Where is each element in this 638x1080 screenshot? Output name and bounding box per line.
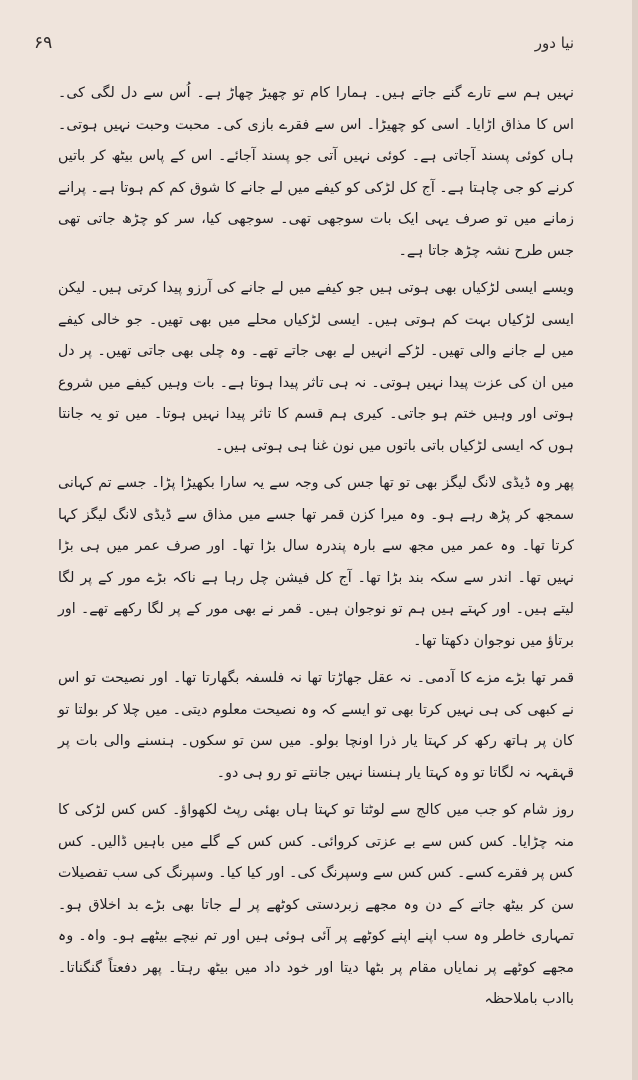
paragraph-5: روز شام کو جب میں کالج سے لوٹتا تو کہتا ہاں بھئی رپٹ لکھواؤ۔ کس کس لڑکی کا منہ چڑایا۔ کس کس سے بے عزتی کروائی۔ کس کس کے گلے میں باہیں ڈالیں۔ کس کس پر فقرے کسے۔ کس کس سے وسپرنگ کی۔ اور کیا کیا۔ وسپرنگ کی سب تفصیلات سن کر بیٹھ جاتے کے دن وہ مجھے زبردستی کوٹھے پر لے جاتا بھی بڑے بد اخلاق ہو۔ تمہاری خاطر وہ سب اپنے اپنے کوٹھے پر آئی ہوئی ہیں اور تم نیچے بیٹھے ہو۔ واہ۔ وہ مجھے کوٹھے پر نمایاں مقام پر بٹھا دیتا اور خود داد میں بیٹھ رہتا۔ پھر دفعتاً گنگناتا۔ باادب باملاحظہ bbox=[58, 802, 574, 1007]
paragraph-3: پھر وہ ڈیڈی لانگ لیگز بھی تو تھا جس کی وجہ سے یہ سارا بکھیڑا پڑا۔ جسے تم کہانی سمجھ کر پڑھ رہے ہو۔ وہ میرا کزن قمر تھا جسے میں مذاق سے ڈیڈی لانگ لیگز کہا کرتا تھا۔ وہ عمر میں مجھ سے بارہ پندرہ سال بڑا تھا۔ اور صرف عمر میں ہی بڑا نہیں تھا۔ اندر سے سکہ بند بڑا تھا۔ آج کل فیشن چل رہا ہے ناکہ بڑے مور کے پر لگا لیتے ہیں۔ اور کہتے ہیں ہم تو نوجوان ہیں۔ قمر نے بھی مور کے پر لگا رکھے تھے۔ اور برتاؤ میں نوجوان دکھتا تھا۔ bbox=[58, 475, 574, 649]
paragraph-1: نہیں ہم سے تارے گنے جاتے ہیں۔ ہمارا کام تو چھیڑ چھاڑ ہے۔ اُس سے دل لگی کی۔ اس کا مذاق اڑایا۔ اسی کو چھیڑا۔ اس سے فقرے بازی کی۔ محبت وحبت نہیں ہوتی۔ ہاں کوئی پسند آجاتی ہے۔ کوئی نہیں آتی جو پسند آجائے۔ اس کے پاس بیٹھ کر باتیں کرنے کو جی چاہتا ہے۔ آج کل لڑکی کو کیفے میں لے جانے کا شوق کم کم ہوتا ہے۔ پرانے زمانے میں تو صرف یہی ایک بات سوجھی تھی۔ سوجھی کیا، سر کو چڑھ جاتی تھی جس طرح نشہ چڑھ جاتا ہے۔ bbox=[58, 85, 574, 259]
page-header bbox=[34, 28, 574, 58]
page-number: ۶۹ bbox=[34, 33, 53, 53]
paragraph-2: ویسے ایسی لڑکیاں بھی ہوتی ہیں جو کیفے میں لے جانے کی آرزو پیدا کرتی ہیں۔ لیکن ایسی لڑکیاں بہت کم ہوتی ہیں۔ ایسی لڑکیاں محلے میں بھی تھیں۔ جو خالی کیفے میں لے جانے والی تھیں۔ لڑکے انہیں لے بھی جاتے تھے۔ وہ چلی بھی جاتی تھیں۔ پر دل میں ان کی عزت پیدا نہیں ہوتی۔ نہ ہی تاثر پیدا ہوتا ہے۔ بات وہیں کیفے میں شروع ہوتی اور وہیں ختم ہو جاتی۔ کیری ہم قسم کا تاثر پیدا نہیں ہوتا۔ میں تو یہ جانتا ہوں کہ ایسی لڑکیاں باتی باتوں میں نون غنا ہی ہوتی ہیں۔ bbox=[58, 280, 574, 454]
running-title: نیا دور bbox=[534, 34, 574, 52]
paragraph-4: قمر تھا بڑے مزے کا آدمی۔ نہ عقل جھاڑتا تھا نہ فلسفہ بگھارتا تھا۔ اور نصیحت تو اس نے کبھی کی ہی نہیں کرتا بھی تو ایسے کہ وہ نصیحت معلوم دیتی۔ میں چلا کر بولتا تو کان پر ہاتھ رکھ کر کہتا یار ذرا اونچا بولو۔ میں سن تو سکوں۔ ہنسنے والی بات پر قہقہہ نہ لگاتا تو وہ کہتا یار ہنسنا نہیں جانتے تو رو ہی دو۔ bbox=[58, 670, 574, 781]
body-text bbox=[58, 78, 574, 1016]
